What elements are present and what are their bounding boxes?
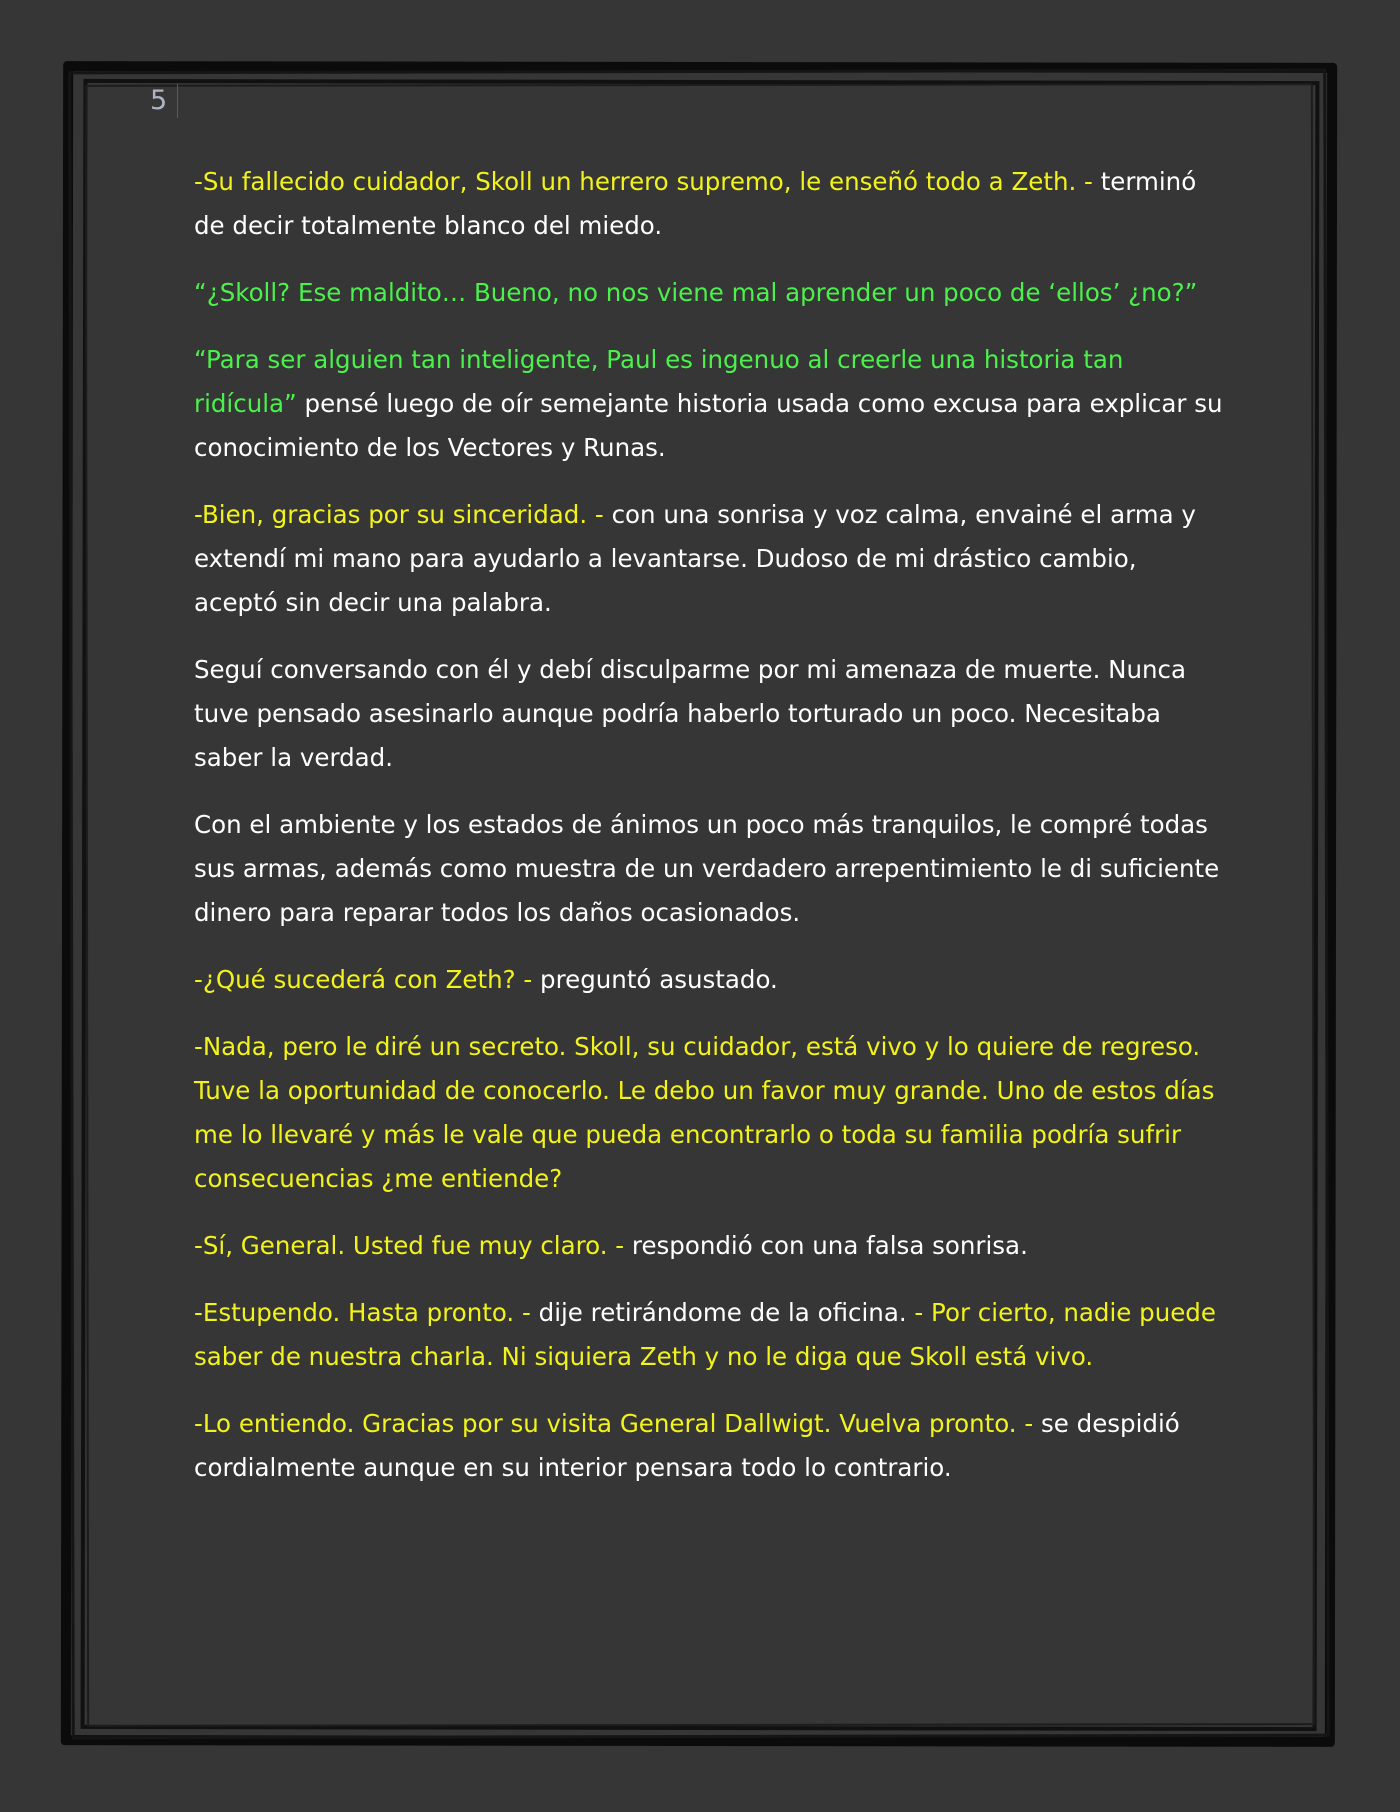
narration-text: Seguí conversando con él y debí disculparme por mi amenaza de muerte. Nunca tuve pensado asesinarlo aunque podría haberlo torturado un poco. Necesitaba saber la verdad. [194,655,1187,772]
narration-text: pensé luego de oír semejante historia usada como excusa para explicar su conocimiento de los Vectores y Runas. [194,389,1223,462]
narration-text: con una sonrisa y voz calma, envainé el arma y extendí mi mano para ayudarlo a levantarse. Dudoso de mi drástico cambio, aceptó sin decir una palabra. [194,500,1196,617]
narration-text: Con el ambiente y los estados de ánimos un poco más tranquilos, le compré todas sus armas, además como muestra de un verdadero arrepentimiento le di suficiente dinero para reparar todos los daños ocasionados. [194,810,1220,927]
dialogue-text: -Lo entiendo. Gracias por su visita General Dallwigt. Vuelva pronto. - [194,1409,1042,1438]
narration-text: respondió con una falsa sonrisa. [631,1231,1028,1260]
paragraph [194,648,1224,780]
paragraph [194,338,1224,470]
dialogue-text: -Su fallecido cuidador, Skoll un herrero supremo, le enseñó todo a Zeth. - [194,167,1101,196]
paragraph [194,493,1224,625]
paragraph [194,271,1224,315]
dialogue-text: -Bien, gracias por su sinceridad. - [194,500,612,529]
narration-text: dije retirándome de la oficina. [538,1298,915,1327]
dialogue-text: -Estupendo. Hasta pronto. - [194,1298,539,1327]
dialogue-text: - Por cierto, nadie puede saber de nuestra charla. Ni siquiera Zeth y no le diga que Skoll está vivo. [194,1298,1216,1371]
dialogue-text: -Sí, General. Usted fue muy claro. - [194,1231,632,1260]
paragraph [194,1291,1224,1379]
paragraph [194,1224,1224,1268]
narration-text: terminó de decir totalmente blanco del miedo. [194,167,1197,240]
narration-text: se despidió cordialmente aunque en su interior pensara todo lo contrario. [194,1409,1180,1482]
page-number: 5 [150,84,178,118]
paragraph [194,1402,1224,1490]
dialogue-text: -Nada, pero le diré un secreto. Skoll, su cuidador, está vivo y lo quiere de regreso. Tuve la oportunidad de conocerlo. Le debo un favor muy grande. Uno de estos días me lo llevaré y más le vale que pueda encontrarlo o toda su familia podría sufrir consecuencias ¿me entiende? [194,1032,1215,1193]
narration-text: preguntó asustado. [540,965,778,994]
paragraph [194,160,1224,248]
story-text [194,160,1224,1513]
paragraph [194,958,1224,1002]
thought-text: “Para ser alguien tan inteligente, Paul es ingenuo al creerle una historia tan ridícula” [194,345,1124,418]
thought-text: “¿Skoll? Ese maldito… Bueno, no nos viene mal aprender un poco de ‘ellos’ ¿no?” [194,278,1198,307]
paragraph [194,803,1224,935]
dialogue-text: -¿Qué sucederá con Zeth? - [194,965,541,994]
paragraph [194,1025,1224,1201]
